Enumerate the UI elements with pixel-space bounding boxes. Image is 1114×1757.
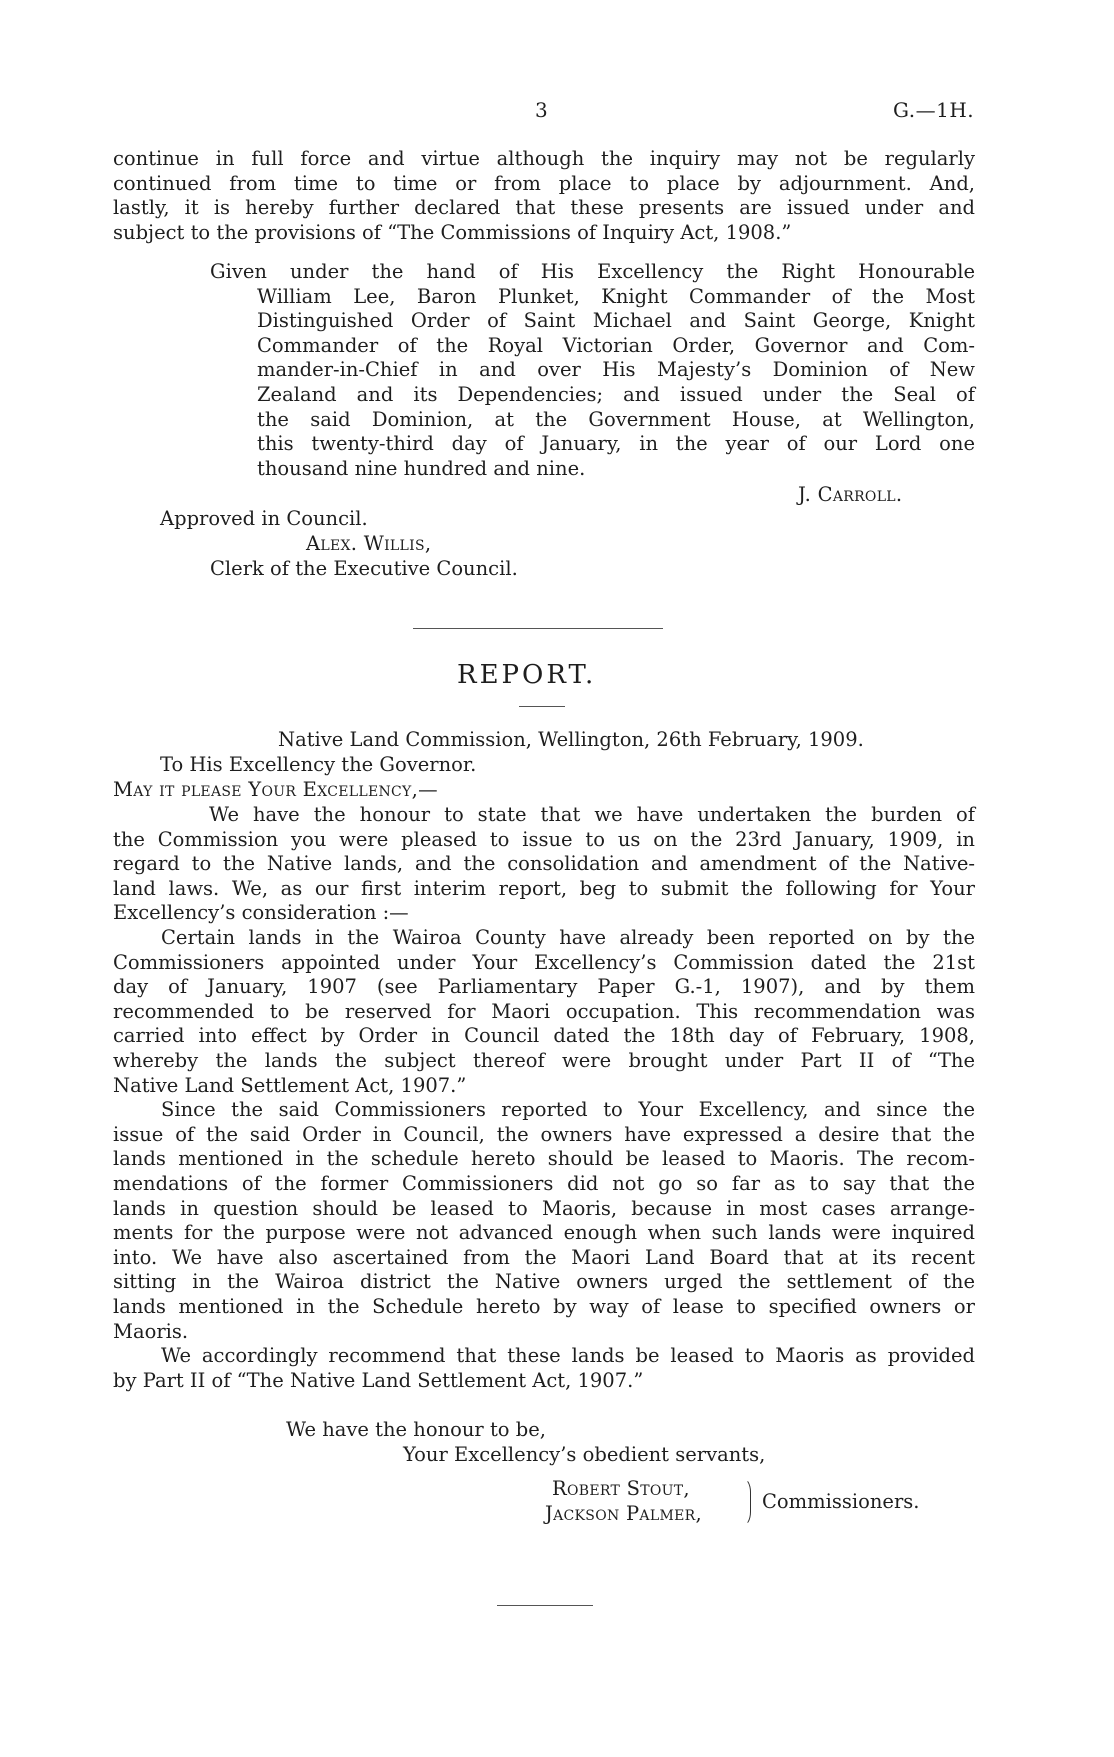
given-text-line: Given under the hand of His Excellency the Right Honourable [210,260,975,283]
commission-text-line: continue in full force and virtue although the inquiry may not be regularly [113,147,975,170]
report-body-line: lands in question should be leased to Maoris, because in most cases arrange- [113,1196,975,1220]
given-text-line: the said Dominion, at the Government House, at Wellington, [257,407,975,431]
given-text-line: this twenty-third day of January, in the year of our Lord one [257,432,975,456]
given-text-line: mander-in-Chief in and over His Majesty’s Dominion of New [257,358,975,382]
report-body-line: regard to the Native lands, and the consolidation and amendment of the Native- [113,852,975,876]
report-body-line: Commissioners appointed under Your Excellency’s Commission dated the 21st [113,950,975,974]
report-body-line: day of January, 1907 (see Parliamentary Paper G.-1, 1907), and by them [113,975,975,999]
report-body-line: We accordingly recommend that these lands be leased to Maoris as provided [161,1344,975,1368]
signatory-palmer: Jackson Palmer, [545,1502,702,1525]
document-reference: G.—1H. [893,98,975,122]
report-body-line: carried into effect by Order in Council dated the 18th day of February, 1908, [113,1024,975,1048]
given-text-line: Distinguished Order of Saint Michael and Saint George, Knight [257,309,975,333]
report-body-line: lands mentioned in the schedule hereto should be leased to Maoris. The recom- [113,1147,975,1171]
commission-text-line: continued from time to time or from place to place by adjournment. And, [113,171,975,195]
report-body-line: land laws. We, as our first interim report, beg to submit the following for Your [113,876,975,900]
report-body-line: by Part II of “The Native Land Settlement Act, 1907.” [113,1368,644,1392]
approved-in-council: Approved in Council. [160,507,368,530]
given-text-line: thousand nine hundred and nine. [257,456,586,480]
commissioners-label: Commissioners. [762,1490,920,1513]
clerk-title: Clerk of the Executive Council. [210,557,518,580]
signatory-brace [740,1478,751,1526]
section-divider [413,628,663,629]
report-body-line: ments for the purpose were not advanced enough when such lands were inquired [113,1221,975,1245]
report-body-line: Certain lands in the Wairoa County have already been reported on by the [161,926,975,949]
end-divider [497,1605,593,1606]
report-body-line: lands mentioned in the Schedule hereto by way of lease to specified owners or [113,1295,975,1318]
report-body-line: recommended to be reserved for Maori occupation. This recommendation was [113,999,975,1023]
given-text-line: Zealand and its Dependencies; and issued under the Seal of [257,383,975,406]
closing-line: We have the honour to be, [286,1418,546,1441]
report-dateline: Native Land Commission, Wellington, 26th February, 1909. [278,728,864,751]
heading-underline [519,706,565,707]
clerk-name: Alex. Willis, [306,532,432,555]
report-body-line: We have the honour to state that we have undertaken the burden of [209,803,975,826]
report-body-line: sitting in the Wairoa district the Native owners urged the settlement of the [113,1270,975,1294]
commission-text-line: subject to the provisions of “The Commissions of Inquiry Act, 1908.” [113,220,792,244]
report-body-line: Native Land Settlement Act, 1907.” [113,1073,467,1097]
report-body-line: Since the said Commissioners reported to Your Excellency, and since the [161,1098,975,1122]
report-body-line: into. We have also ascertained from the Maori Land Board that at its recent [113,1245,975,1269]
report-body-line: Excellency’s consideration :— [113,901,409,925]
report-body-line: issue of the said Order in Council, the owners have expressed a desire that the [113,1122,975,1146]
given-text-line: Commander of the Royal Victorian Order, Governor and Com- [257,333,975,357]
report-body-line: mendations of the former Commissioners did not go so far as to say that the [113,1172,975,1195]
report-body-line: Maoris. [113,1319,189,1343]
commission-text-line: lastly, it is hereby further declared that these presents are issued under and [113,196,975,220]
report-body-line: the Commission you were pleased to issue to us on the 23rd January, 1909, in [113,827,975,851]
report-heading: REPORT. [457,660,597,690]
signatory-stout: Robert Stout, [552,1477,690,1500]
report-body-line: whereby the lands the subject thereof were brought under Part II of “The [113,1049,975,1072]
page-number: 3 [535,98,548,122]
report-addressee: To His Excellency the Governor. [160,753,477,776]
report-salutation: May it please Your Excellency,— [113,778,438,801]
closing-servants: Your Excellency’s obedient servants, [403,1443,766,1466]
given-text-line: William Lee, Baron Plunket, Knight Commander of the Most [257,284,975,308]
signatory-carroll: J. Carroll. [798,483,903,506]
